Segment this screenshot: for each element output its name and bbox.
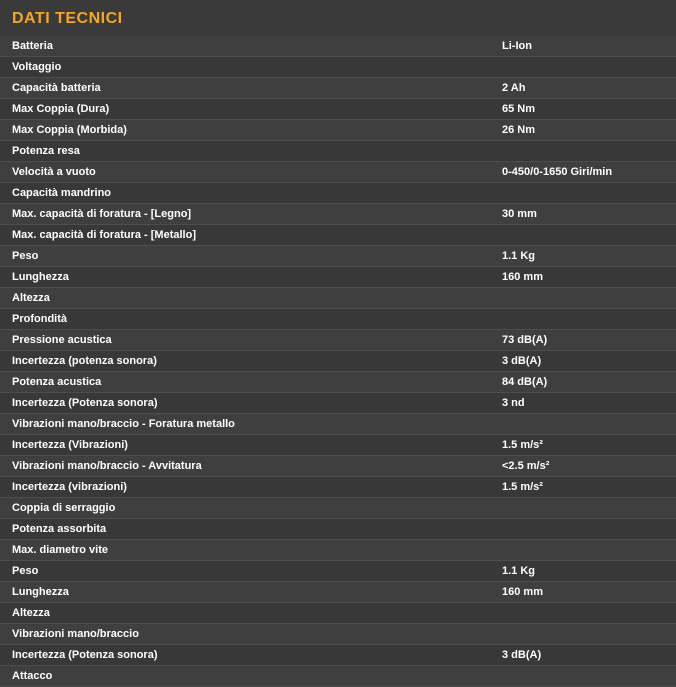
spec-value (502, 666, 676, 687)
spec-label: Peso (0, 561, 502, 582)
table-row (0, 477, 676, 498)
table-row (0, 225, 676, 246)
spec-value: 1.5 m/s² (502, 477, 676, 498)
table-row (0, 561, 676, 582)
spec-value: 3 dB(A) (502, 645, 676, 666)
table-row (0, 435, 676, 456)
spec-value: 2 Ah (502, 78, 676, 99)
table-row (0, 498, 676, 519)
spec-label: Profondità (0, 309, 502, 330)
table-row (0, 288, 676, 309)
spec-label: Pressione acustica (0, 330, 502, 351)
spec-label: Capacità mandrino (0, 183, 502, 204)
table-row (0, 414, 676, 435)
table-row (0, 582, 676, 603)
spec-value: 0-450/0-1650 Giri/min (502, 162, 676, 183)
spec-value: 65 Nm (502, 99, 676, 120)
spec-label: Potenza resa (0, 141, 502, 162)
spec-value: Li-Ion (502, 36, 676, 57)
table-row (0, 456, 676, 477)
spec-value: 160 mm (502, 267, 676, 288)
spec-label: Incertezza (Potenza sonora) (0, 645, 502, 666)
spec-label: Vibrazioni mano/braccio (0, 624, 502, 645)
spec-value: 160 mm (502, 582, 676, 603)
table-row (0, 519, 676, 540)
spec-label: Coppia di serraggio (0, 498, 502, 519)
spec-label: Peso (0, 246, 502, 267)
spec-value (502, 624, 676, 645)
table-row (0, 330, 676, 351)
table-row (0, 246, 676, 267)
spec-value (502, 288, 676, 309)
spec-label: Attacco (0, 666, 502, 687)
spec-label: Batteria (0, 36, 502, 57)
spec-value: 1.1 Kg (502, 246, 676, 267)
table-row (0, 78, 676, 99)
spec-value (502, 414, 676, 435)
table-row (0, 351, 676, 372)
table-row (0, 603, 676, 624)
table-row (0, 120, 676, 141)
table-row (0, 141, 676, 162)
table-row (0, 645, 676, 666)
table-row (0, 204, 676, 225)
spec-label: Max Coppia (Morbida) (0, 120, 502, 141)
table-row (0, 36, 676, 57)
spec-value (502, 309, 676, 330)
spec-label: Incertezza (Potenza sonora) (0, 393, 502, 414)
spec-value (502, 183, 676, 204)
spec-label: Altezza (0, 603, 502, 624)
table-row (0, 309, 676, 330)
spec-label: Incertezza (vibrazioni) (0, 477, 502, 498)
table-row (0, 267, 676, 288)
specifications-table-body (0, 36, 676, 687)
spec-label: Vibrazioni mano/braccio - Avvitatura (0, 456, 502, 477)
spec-value: 1.1 Kg (502, 561, 676, 582)
spec-label: Max. capacità di foratura - [Metallo] (0, 225, 502, 246)
spec-value (502, 540, 676, 561)
spec-value (502, 498, 676, 519)
spec-label: Potenza acustica (0, 372, 502, 393)
spec-value: 1.5 m/s² (502, 435, 676, 456)
spec-value: 73 dB(A) (502, 330, 676, 351)
spec-label: Velocità a vuoto (0, 162, 502, 183)
spec-label: Capacità batteria (0, 78, 502, 99)
table-row (0, 393, 676, 414)
spec-value (502, 519, 676, 540)
spec-value: 30 mm (502, 204, 676, 225)
spec-label: Lunghezza (0, 267, 502, 288)
spec-label: Potenza assorbita (0, 519, 502, 540)
specifications-table (0, 36, 676, 687)
spec-value: 26 Nm (502, 120, 676, 141)
table-row (0, 162, 676, 183)
table-row (0, 540, 676, 561)
spec-label: Vibrazioni mano/braccio - Foratura metallo (0, 414, 502, 435)
spec-label: Altezza (0, 288, 502, 309)
spec-value (502, 57, 676, 78)
spec-label: Incertezza (potenza sonora) (0, 351, 502, 372)
spec-label: Max. capacità di foratura - [Legno] (0, 204, 502, 225)
page-title: DATI TECNICI (12, 10, 123, 27)
table-row (0, 99, 676, 120)
spec-value (502, 603, 676, 624)
spec-label: Max. diametro vite (0, 540, 502, 561)
spec-value (502, 225, 676, 246)
spec-value: 3 nd (502, 393, 676, 414)
spec-label: Voltaggio (0, 57, 502, 78)
table-row (0, 57, 676, 78)
table-row (0, 372, 676, 393)
spec-value: 3 dB(A) (502, 351, 676, 372)
spec-label: Lunghezza (0, 582, 502, 603)
spec-label: Max Coppia (Dura) (0, 99, 502, 120)
spec-value: <2.5 m/s² (502, 456, 676, 477)
table-row (0, 666, 676, 687)
spec-label: Incertezza (Vibrazioni) (0, 435, 502, 456)
spec-value (502, 141, 676, 162)
spec-value: 84 dB(A) (502, 372, 676, 393)
table-row (0, 183, 676, 204)
table-row (0, 624, 676, 645)
